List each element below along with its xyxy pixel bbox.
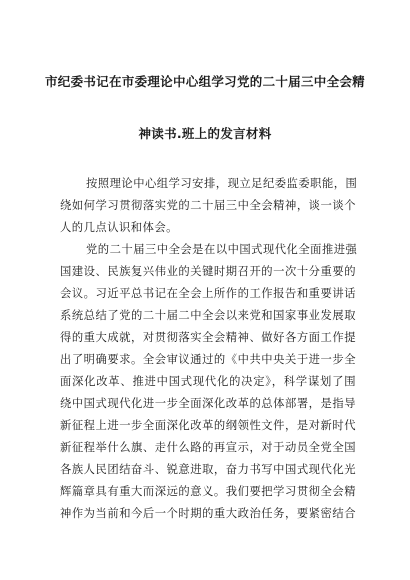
paragraph-2-line-1: 党的二十届三中全会是在以中国式现代化全面推进强 xyxy=(86,243,358,256)
paragraph-2-line-4: 系统总结了党的二十届二中全会以来党和国家事业发展取 xyxy=(60,309,356,322)
paragraph-2-line-12: 辉篇章具有重大而深远的意义。我们要把学习贯彻全会精 xyxy=(60,485,356,498)
paragraph-2-line-8: 绕中国式现代化进一步全面深化改革的总体部署，是指导 xyxy=(60,397,356,410)
paragraph-2-line-5: 得的重大成就，对贯彻落实全会精神、做好各方面工作提 xyxy=(60,331,356,344)
paragraph-1-line-3: 人的几点认识和体会。 xyxy=(60,221,178,234)
paragraph-2-line-11: 各族人民团结奋斗、锐意进取，奋力书写中国式现代化光 xyxy=(60,463,356,476)
document-title-line-1: 市纪委书记在市委理论中心组学习党的二十届三中全会精 xyxy=(44,74,365,89)
paragraph-2-line-2: 国建设、民族复兴伟业的关键时期召开的一次十分重要的 xyxy=(60,265,356,278)
paragraph-2-line-10: 新征程举什么旗、走什么路的再宣示，对于动员全党全国 xyxy=(60,441,356,454)
paragraph-2-line-6: 出了明确要求。全会审议通过的《中共中央关于进一步全 xyxy=(60,353,356,366)
document-title-line-2: 神读书.班上的发言材料 xyxy=(138,126,272,141)
paragraph-1-line-1: 按照理论中心组学习安排，现立足纪委监委职能，围 xyxy=(86,177,358,190)
paragraph-2-line-13: 神作为当前和今后一个时期的重大政治任务，要紧密结合 xyxy=(60,507,356,520)
paragraph-2-line-9: 新征程上进一步全面深化改革的纲领性文件，是对新时代 xyxy=(60,419,356,432)
paragraph-2-line-7: 面深化改革、推进中国式现代化的决定》，科学谋划了围 xyxy=(60,375,356,388)
paragraph-2-line-3: 会议。习近平总书记在全会上所作的工作报告和重要讲话 xyxy=(60,287,356,300)
paragraph-1-line-2: 绕如何学习贯彻落实党的二十届三中全会精神，谈一谈个 xyxy=(60,199,356,212)
